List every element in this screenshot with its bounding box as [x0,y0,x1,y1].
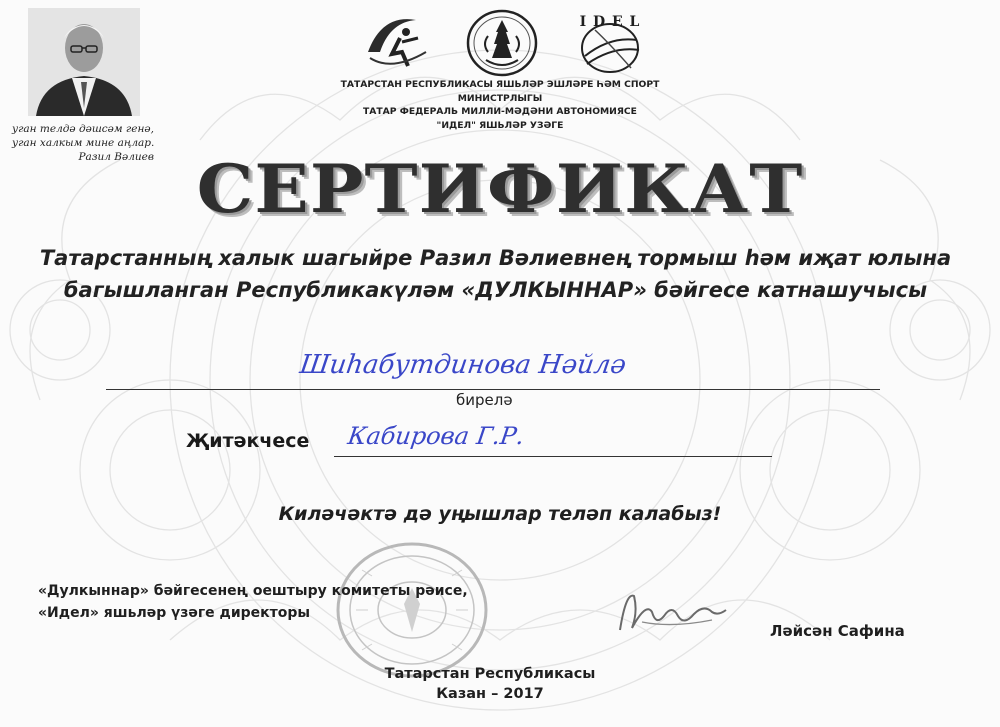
tatar-autonomy-logo [462,8,542,78]
closing-wish: Киләчәктә дә уңышлар теләп калабыз! [278,503,722,525]
organizer-ministry: ТАТАРСТАН РЕСПУБЛИКАСЫ ЯШЬЛӘР ЭШЛӘРЕ ҺӘМ СПОРТ МИНИСТРЛЫГЫ [340,79,660,104]
footer-place: Татарстан Республикасы [384,666,596,682]
organizers-block [300,78,700,132]
recipient-underline [106,389,880,390]
quote-line-1: уган телдә дәшсәм генә, [12,123,154,135]
idel-logo-text: I D E L [579,14,641,30]
committee-chair-title [38,580,558,624]
description-line-2: багышланган Республикакүләм «ДУЛКЫННАР» бәйгесе катнашучысы [63,278,928,302]
quote-line-2: уган халкым мине аңлар. [12,137,155,149]
recipient-caption: бирелә [456,391,513,409]
organizer-idel-center: "ИДЕЛ" ЯШЬЛӘР УЗӘГЕ [436,119,564,131]
chair-line-2: «Идел» яшьләр үзәге директоры [38,605,311,621]
quote-author: Разил Вәлиев [78,151,154,163]
poet-quote [12,122,162,164]
organizer-autonomy: ТАТАР ФЕДЕРАЛЬ МИЛЛИ-МӘДӘНИ АВТОНОМИЯСЕ [363,106,637,117]
footer-city-year: Казан – 2017 [436,686,544,702]
certificate-description [8,242,983,306]
supervisor-name: Кабирова Г.Р. [346,422,526,450]
signer-name: Ләйсән Сафина [770,622,905,640]
handwritten-signature [612,582,732,642]
idel-center-logo [565,10,655,74]
supervisor-underline [334,456,772,457]
chair-line-1: «Дулкыннар» бәйгесенең оештыру комитеты рәисе, [38,583,468,599]
portrait-photo [28,8,140,116]
place-and-year [340,664,640,704]
description-line-1: Татарстанның халык шагыйре Разил Вәлиевнең тормыш һәм иҗат юлына [39,246,952,270]
sports-ministry-logo [362,12,434,74]
certificate-title: СЕРТИФИКАТ [196,150,804,228]
recipient-name: Шиһабутдинова Нәйлә [297,350,629,380]
supervisor-label: Җитәкчесе [186,430,310,452]
